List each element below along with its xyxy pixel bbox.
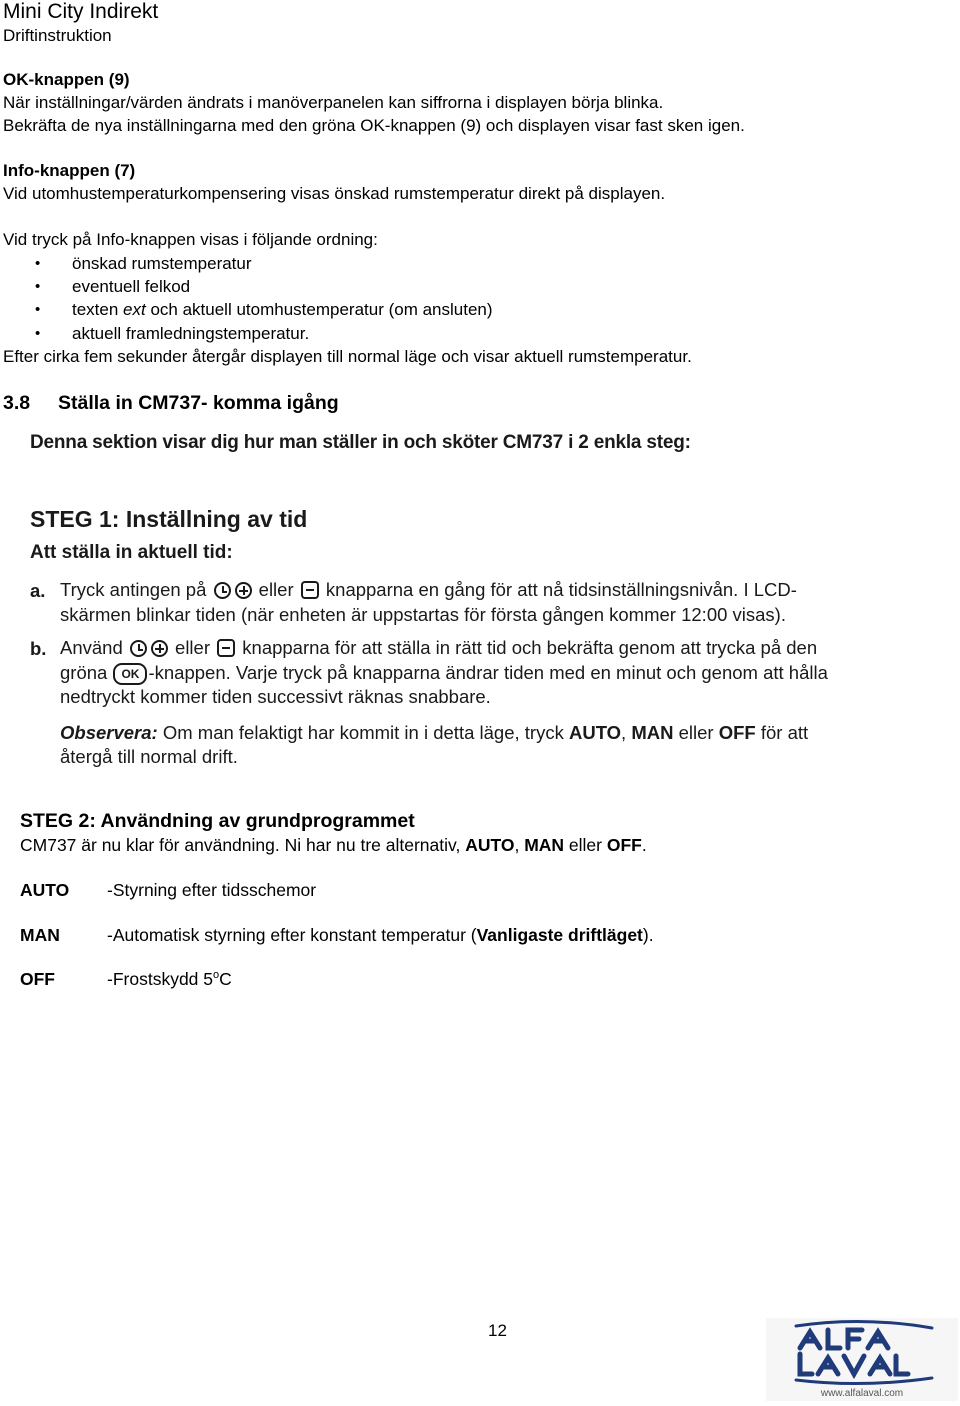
plus-icon (151, 640, 168, 657)
section-number: 3.8 (3, 392, 31, 414)
step-b-line3: nedtryckt kommer tiden successivt räknas snabbare. (60, 686, 491, 707)
steg1-subheading: Att ställa in aktuell tid: (30, 542, 233, 563)
section-heading (3, 391, 339, 415)
info-heading: Info-knappen (7) (3, 161, 136, 180)
list-item: • eventuell felkod (72, 275, 190, 298)
mode-auto-label: AUTO (20, 880, 70, 900)
step-b-text: eller (175, 637, 210, 658)
ok-button-icon: OK (113, 663, 147, 685)
ok-heading: OK-knappen (9) (3, 70, 130, 89)
list-item: • önskad rumstemperatur (72, 252, 252, 275)
steg2-text (20, 835, 647, 856)
mode-man-desc-bold: Vanligaste driftläget (476, 925, 643, 945)
note-man: MAN (631, 722, 674, 743)
note-text: eller (673, 722, 719, 743)
minus-icon (217, 639, 235, 657)
mode-off-desc (107, 969, 232, 990)
note-auto: AUTO (568, 722, 622, 743)
note-line1 (60, 721, 808, 745)
mode-off-label: OFF (20, 969, 55, 989)
info-list-intro: Vid tryck på Info-knappen visas i följande ordning: (3, 230, 378, 249)
step-b-line1 (60, 636, 817, 660)
info-outro: Efter cirka fem sekunder återgår displayen till normal läge och visar aktuell rumstemperatur. (3, 347, 692, 366)
mode-man-desc (107, 925, 654, 946)
logo-url: www.alfalaval.com (820, 1388, 904, 1399)
alfa-laval-logo (766, 1318, 958, 1401)
embedded-intro: Denna sektion visar dig hur man ställer in och sköter CM737 i 2 enkla steg: (30, 432, 691, 453)
info-text-line1: Vid utomhustemperaturkompensering visas önskad rumstemperatur direkt på displayen. (3, 184, 666, 203)
ok-text-line2: Bekräfta de nya inställningarna med den gröna OK-knappen (9) och displayen visar fast sken igen. (3, 116, 745, 135)
note-text: Om man felaktigt har kommit in i detta läge, tryck (157, 722, 569, 743)
step-b-text: knapparna för att ställa in rätt tid och bekräfta genom att trycka på den (242, 637, 818, 658)
note-text: , (621, 722, 632, 743)
note-label: Observera: (60, 722, 158, 743)
steg2-off: OFF (606, 835, 642, 855)
mode-man-desc-text: ). (642, 925, 654, 945)
clock-icon (214, 582, 231, 599)
step-a-line1 (60, 578, 797, 602)
ok-text-line1: När inställningar/värden ändrats i manöverpanelen kan siffrorna i displayen börja blinka. (3, 93, 664, 112)
step-a-text: Tryck antingen på (60, 579, 207, 600)
step-b-text: Använd (60, 637, 123, 658)
section-title: Ställa in CM737- komma igång (58, 392, 339, 414)
document-subtitle: Driftinstruktion (3, 26, 112, 45)
step-a-line2: skärmen blinkar tiden (när enheten är uppstartas för första gången kommer 12:00 visas). (60, 604, 786, 625)
step-a-text: eller (258, 579, 294, 600)
steg2-man: MAN (524, 835, 565, 855)
step-b-text: -knappen. Varje tryck på knapparna ändrar tiden med en minut och genom att hålla (148, 662, 828, 683)
list-item-text: och aktuell utomhustemperatur (om ansluten) (145, 300, 493, 319)
list-item (72, 298, 493, 321)
mode-off-desc-text: -Frostskydd 5 (107, 969, 213, 989)
page-number: 12 (488, 1321, 507, 1340)
mode-auto-desc: -Styrning efter tidsschemor (107, 880, 317, 900)
mode-off-desc-text: C (219, 969, 232, 989)
alfa-laval-logo-icon (766, 1318, 958, 1401)
steg2-heading: STEG 2: Användning av grundprogrammet (20, 810, 415, 832)
list-item-text: texten (72, 300, 124, 319)
step-b-text: gröna (60, 662, 108, 683)
step-b-line2 (60, 661, 828, 685)
clock-icon (130, 640, 147, 657)
step-b-marker: b. (30, 638, 47, 659)
note-line2: återgå till normal drift. (60, 746, 238, 767)
steg2-text-part: . (641, 835, 647, 855)
steg1-heading: STEG 1: Inställning av tid (30, 506, 308, 532)
document-title: Mini City Indirekt (3, 0, 159, 23)
steg2-text-part: CM737 är nu klar för användning. Ni har nu tre alternativ, (20, 835, 466, 855)
degree-superscript: o (213, 969, 220, 982)
steg2-text-part: eller (564, 835, 607, 855)
step-a-marker: a. (30, 580, 46, 601)
mode-man-desc-text: -Automatisk styrning efter konstant temperatur ( (107, 925, 477, 945)
ext-emphasis: ext (123, 300, 146, 319)
steg2-auto: AUTO (465, 835, 515, 855)
plus-icon (235, 582, 252, 599)
mode-man-label: MAN (20, 925, 60, 945)
embedded-instruction-image (30, 425, 930, 775)
note-off: OFF (718, 722, 756, 743)
note-text: för att (755, 722, 809, 743)
minus-icon (301, 581, 319, 599)
step-a-text: knapparna en gång för att nå tidsinställningsnivån. I LCD- (325, 579, 797, 600)
list-item: • aktuell framledningstemperatur. (72, 322, 309, 345)
steg2-text-part: , (514, 835, 525, 855)
